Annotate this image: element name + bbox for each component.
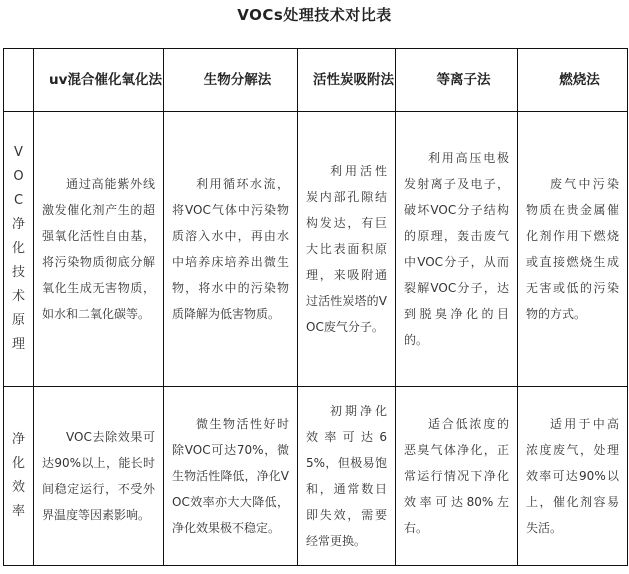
table-row xyxy=(4,112,628,387)
header-label: uv混合催化氧化法 xyxy=(49,72,162,88)
row-label-char: V xyxy=(14,145,23,160)
cell-text: 利用活性炭内部孔隙结构发达，有巨大比表面积原理，来吸附通过活性炭塔的VOC废气分子。 xyxy=(306,164,387,334)
header-cell-uv xyxy=(34,49,164,112)
cell-text: 微生物活性好时除VOC可达70%，微生物活性降低，净化VOC效率亦大大降低，净化效果极不稳定。 xyxy=(172,417,289,535)
cell-text: 适用于中高浓度废气，处理效率可达90%以上，催化剂容易失活。 xyxy=(526,417,619,535)
cell-plasma-principle xyxy=(396,112,518,387)
cell-bio-efficiency xyxy=(164,387,298,566)
cell-text: 初期净化效率可达65%，但极易饱和，通常数日即失效，需要经常更换。 xyxy=(306,404,387,548)
cell-bio-principle xyxy=(164,112,298,387)
header-cell-corner xyxy=(4,49,34,112)
header-label: 燃烧法 xyxy=(559,72,600,88)
row-label-char: 原 xyxy=(11,313,25,328)
cell-carbon-principle xyxy=(298,112,396,387)
row-label-char: O xyxy=(13,169,24,184)
cell-uv-efficiency xyxy=(34,387,164,566)
cell-text: 废气中污染物质在贵金属催化剂作用下燃烧或直接燃烧生成无害或低的污染物的方式。 xyxy=(526,177,619,321)
row-label-efficiency xyxy=(4,387,34,566)
cell-uv-principle xyxy=(34,112,164,387)
row-label-char: 率 xyxy=(11,504,25,519)
cell-combustion-efficiency xyxy=(518,387,628,566)
header-cell-carbon xyxy=(298,49,396,112)
comparison-table xyxy=(3,48,628,566)
row-label-char: C xyxy=(13,193,24,208)
row-label-char: 净 xyxy=(11,217,25,232)
table-row xyxy=(4,387,628,566)
header-cell-bio xyxy=(164,49,298,112)
header-label: 等离子法 xyxy=(436,72,491,88)
header-label: 活性炭吸附法 xyxy=(313,72,394,88)
cell-text: 适合低浓度的恶臭气体净化，正常运行情况下净化效率可达80%左右。 xyxy=(404,417,509,535)
header-cell-plasma xyxy=(396,49,518,112)
row-label-char: 理 xyxy=(11,337,25,352)
cell-text: 通过高能紫外线激发催化剂产生的超强氧化活性自由基，将污染物质彻底分解氧化生成无害物质，如水和二氧化碳等。 xyxy=(42,177,155,321)
row-label-char: 化 xyxy=(11,456,25,471)
cell-text: 利用高压电极发射离子及电子，破坏VOC分子结构的原理，轰击废气中VOC分子，从而裂解VOC分子，达到脱臭净化的目的。 xyxy=(404,151,509,347)
cell-combustion-principle xyxy=(518,112,628,387)
cell-text: 利用循环水流，将VOC气体中污染物质溶入水中，再由水中培养床培养出微生物，将水中的污染物质降解为低害物质。 xyxy=(172,177,289,321)
cell-carbon-efficiency xyxy=(298,387,396,566)
row-label-char: 技 xyxy=(11,265,25,280)
row-label-char: 化 xyxy=(11,241,25,256)
header-cell-combustion xyxy=(518,49,628,112)
row-label-principle xyxy=(4,112,34,387)
page-title: VOCs处理技术对比表 xyxy=(237,6,392,24)
row-label-char: 净 xyxy=(11,432,25,447)
row-label-char: 效 xyxy=(11,480,25,495)
cell-plasma-efficiency xyxy=(396,387,518,566)
header-row xyxy=(4,49,628,112)
row-label-char: 术 xyxy=(11,289,25,304)
cell-text: VOC去除效果可达90%以上，能长时间稳定运行，不受外界温度等因素影响。 xyxy=(42,430,155,522)
header-label: 生物分解法 xyxy=(203,72,272,88)
